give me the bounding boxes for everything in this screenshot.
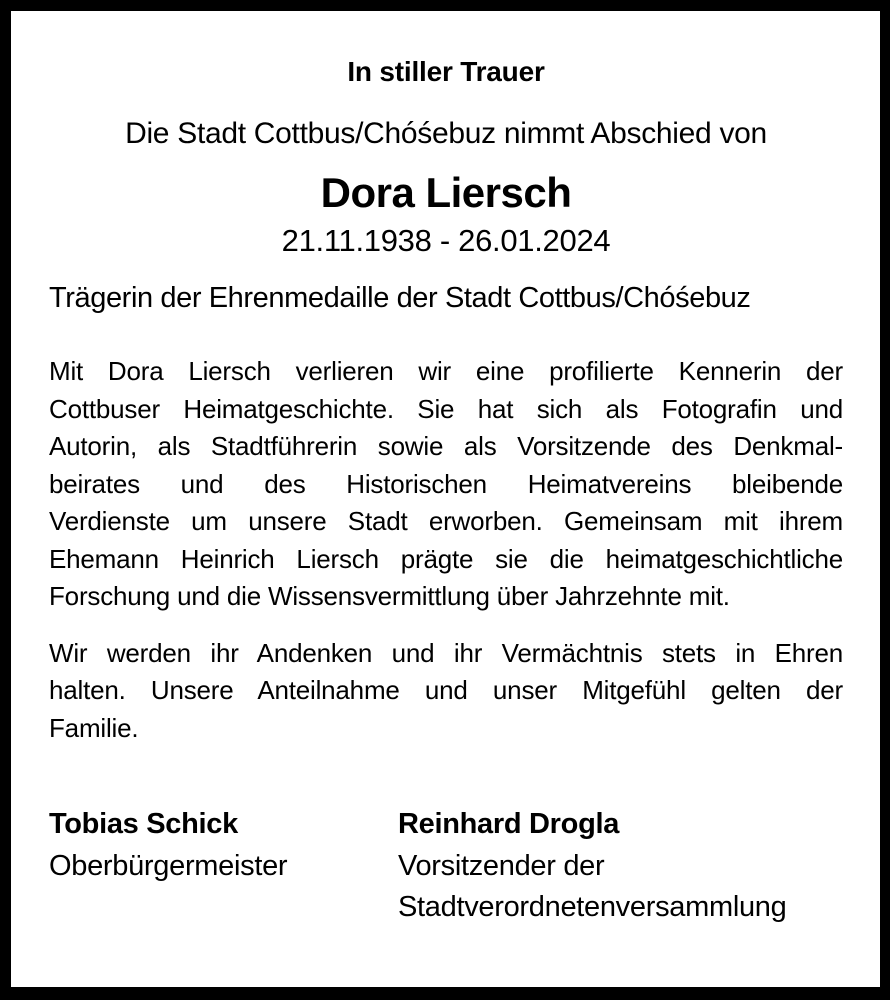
paragraph-line: Mit Dora Liersch verlieren wir eine profilierte Kennerin der [49,356,843,386]
signature-block [49,804,843,928]
signatory-role: Vorsitzender der Stadtverordnetenversammlung [398,850,787,923]
signatory-name: Reinhard Drogla [398,808,620,840]
intro-line: Die Stadt Cottbus/Chóśebuz nimmt Abschied von [125,117,767,150]
signature-left [49,804,398,928]
paragraph-line: halten. Unsere Anteilnahme und unser Mitgefühl gelten der [49,675,843,705]
paragraph-line: Cottbuser Heimatgeschichte. Sie hat sich als Fotografin und [49,393,843,424]
signature-right [398,804,843,928]
paragraph-line: Familie. [49,712,139,743]
obituary-paragraph-2 [49,635,843,748]
paragraph-line: beirates und des Historischen Heimatvereins bleibende [49,468,843,499]
paragraph-line: Autorin, als Stadtführerin sowie als Vorsitzende des Denkmal- [49,431,843,461]
paragraph-line: Wir werden ihr Andenken und ihr Vermächtnis stets in Ehren [49,637,843,668]
life-dates: 21.11.1938 - 26.01.2024 [281,223,611,258]
paragraph-line: Forschung und die Wissensvermittlung über Jahrzehnte mit. [49,581,730,611]
notice-content [11,11,880,928]
signatory-name: Tobias Schick [49,808,238,840]
obituary-paragraph-1 [49,353,843,616]
paragraph-line: Ehemann Heinrich Liersch prägte sie die heimatgeschichtliche [49,543,843,574]
paragraph-line: Verdienste um unsere Stadt erworben. Gemeinsam mit ihrem [49,506,843,536]
honor-title: Trägerin der Ehrenmedaille der Stadt Cottbus/Chóśebuz [49,282,751,314]
deceased-name: Dora Liersch [320,169,572,216]
notice-header: In stiller Trauer [347,56,545,87]
signatory-role: Oberbürgermeister [49,850,288,882]
